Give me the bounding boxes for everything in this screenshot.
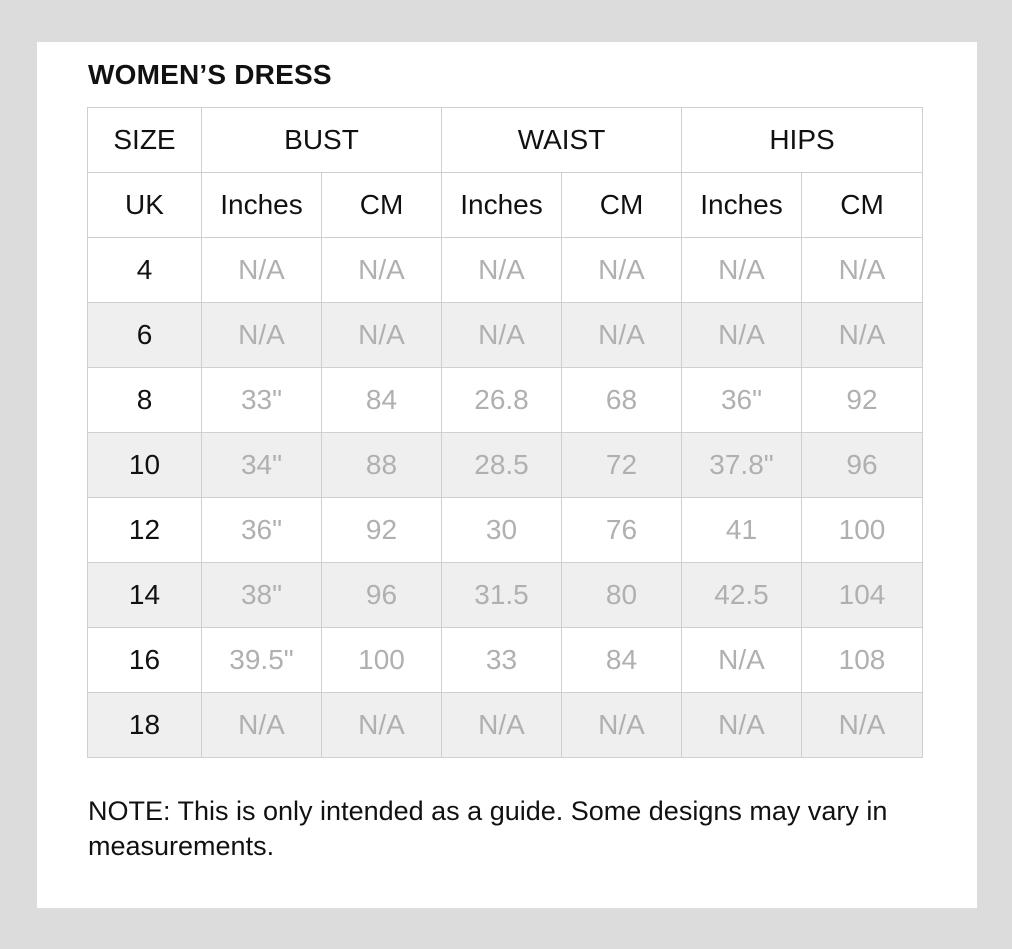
waist-cm-cell: 72 bbox=[562, 433, 682, 498]
page-title: WOMEN’S DRESS bbox=[88, 59, 332, 90]
size-cell: 6 bbox=[88, 303, 202, 368]
bust-cm-cell: 88 bbox=[322, 433, 442, 498]
bust-inches-cell: N/A bbox=[202, 693, 322, 758]
hips-inches-cell: 42.5 bbox=[682, 563, 802, 628]
bust-cm-cell: N/A bbox=[322, 238, 442, 303]
hips-header: HIPS bbox=[682, 108, 923, 173]
waist-inches-cell: 31.5 bbox=[442, 563, 562, 628]
units-row bbox=[88, 173, 923, 238]
guide-note: NOTE: This is only intended as a guide. Some designs may vary in measurements. bbox=[88, 796, 888, 861]
waist-cm-cell: 80 bbox=[562, 563, 682, 628]
table-row bbox=[88, 628, 923, 693]
size-cell: 12 bbox=[88, 498, 202, 563]
waist-cm-label: CM bbox=[562, 173, 682, 238]
size-cell: 8 bbox=[88, 368, 202, 433]
size-chart-table bbox=[87, 107, 923, 758]
bust-cm-label: CM bbox=[322, 173, 442, 238]
hips-cm-cell: 96 bbox=[802, 433, 923, 498]
table-row bbox=[88, 563, 923, 628]
table-row bbox=[88, 693, 923, 758]
waist-inches-label: Inches bbox=[442, 173, 562, 238]
hips-inches-cell: 41 bbox=[682, 498, 802, 563]
hips-inches-label: Inches bbox=[682, 173, 802, 238]
hips-cm-cell: 100 bbox=[802, 498, 923, 563]
bust-cm-cell: N/A bbox=[322, 303, 442, 368]
waist-cm-cell: 84 bbox=[562, 628, 682, 693]
waist-inches-cell: N/A bbox=[442, 303, 562, 368]
bust-inches-cell: 36" bbox=[202, 498, 322, 563]
waist-cm-cell: 68 bbox=[562, 368, 682, 433]
waist-inches-cell: N/A bbox=[442, 693, 562, 758]
hips-inches-cell: N/A bbox=[682, 238, 802, 303]
hips-cm-cell: 104 bbox=[802, 563, 923, 628]
bust-inches-label: Inches bbox=[202, 173, 322, 238]
hips-cm-cell: N/A bbox=[802, 693, 923, 758]
hips-cm-cell: 108 bbox=[802, 628, 923, 693]
waist-cm-cell: N/A bbox=[562, 303, 682, 368]
waist-cm-cell: N/A bbox=[562, 693, 682, 758]
hips-cm-cell: N/A bbox=[802, 238, 923, 303]
uk-unit-label: UK bbox=[88, 173, 202, 238]
bust-cm-cell: 84 bbox=[322, 368, 442, 433]
hips-inches-cell: N/A bbox=[682, 303, 802, 368]
hips-inches-cell: N/A bbox=[682, 693, 802, 758]
table-row bbox=[88, 238, 923, 303]
hips-cm-cell: 92 bbox=[802, 368, 923, 433]
bust-inches-cell: N/A bbox=[202, 238, 322, 303]
size-cell: 18 bbox=[88, 693, 202, 758]
bust-inches-cell: N/A bbox=[202, 303, 322, 368]
table-row bbox=[88, 368, 923, 433]
table-row bbox=[88, 433, 923, 498]
bust-inches-cell: 33" bbox=[202, 368, 322, 433]
bust-cm-cell: N/A bbox=[322, 693, 442, 758]
bust-cm-cell: 96 bbox=[322, 563, 442, 628]
waist-inches-cell: N/A bbox=[442, 238, 562, 303]
bust-inches-cell: 39.5" bbox=[202, 628, 322, 693]
waist-inches-cell: 28.5 bbox=[442, 433, 562, 498]
bust-header: BUST bbox=[202, 108, 442, 173]
waist-header: WAIST bbox=[442, 108, 682, 173]
size-guide-card bbox=[37, 42, 977, 908]
hips-cm-label: CM bbox=[802, 173, 923, 238]
size-header: SIZE bbox=[88, 108, 202, 173]
size-cell: 10 bbox=[88, 433, 202, 498]
size-cell: 16 bbox=[88, 628, 202, 693]
bust-inches-cell: 34" bbox=[202, 433, 322, 498]
bust-cm-cell: 92 bbox=[322, 498, 442, 563]
bust-inches-cell: 38" bbox=[202, 563, 322, 628]
waist-inches-cell: 26.8 bbox=[442, 368, 562, 433]
waist-inches-cell: 30 bbox=[442, 498, 562, 563]
bust-cm-cell: 100 bbox=[322, 628, 442, 693]
hips-inches-cell: 36" bbox=[682, 368, 802, 433]
hips-inches-cell: N/A bbox=[682, 628, 802, 693]
table-row bbox=[88, 303, 923, 368]
waist-inches-cell: 33 bbox=[442, 628, 562, 693]
hips-inches-cell: 37.8" bbox=[682, 433, 802, 498]
waist-cm-cell: 76 bbox=[562, 498, 682, 563]
size-cell: 14 bbox=[88, 563, 202, 628]
table-row bbox=[88, 498, 923, 563]
size-cell: 4 bbox=[88, 238, 202, 303]
hips-cm-cell: N/A bbox=[802, 303, 923, 368]
header-row bbox=[88, 108, 923, 173]
waist-cm-cell: N/A bbox=[562, 238, 682, 303]
